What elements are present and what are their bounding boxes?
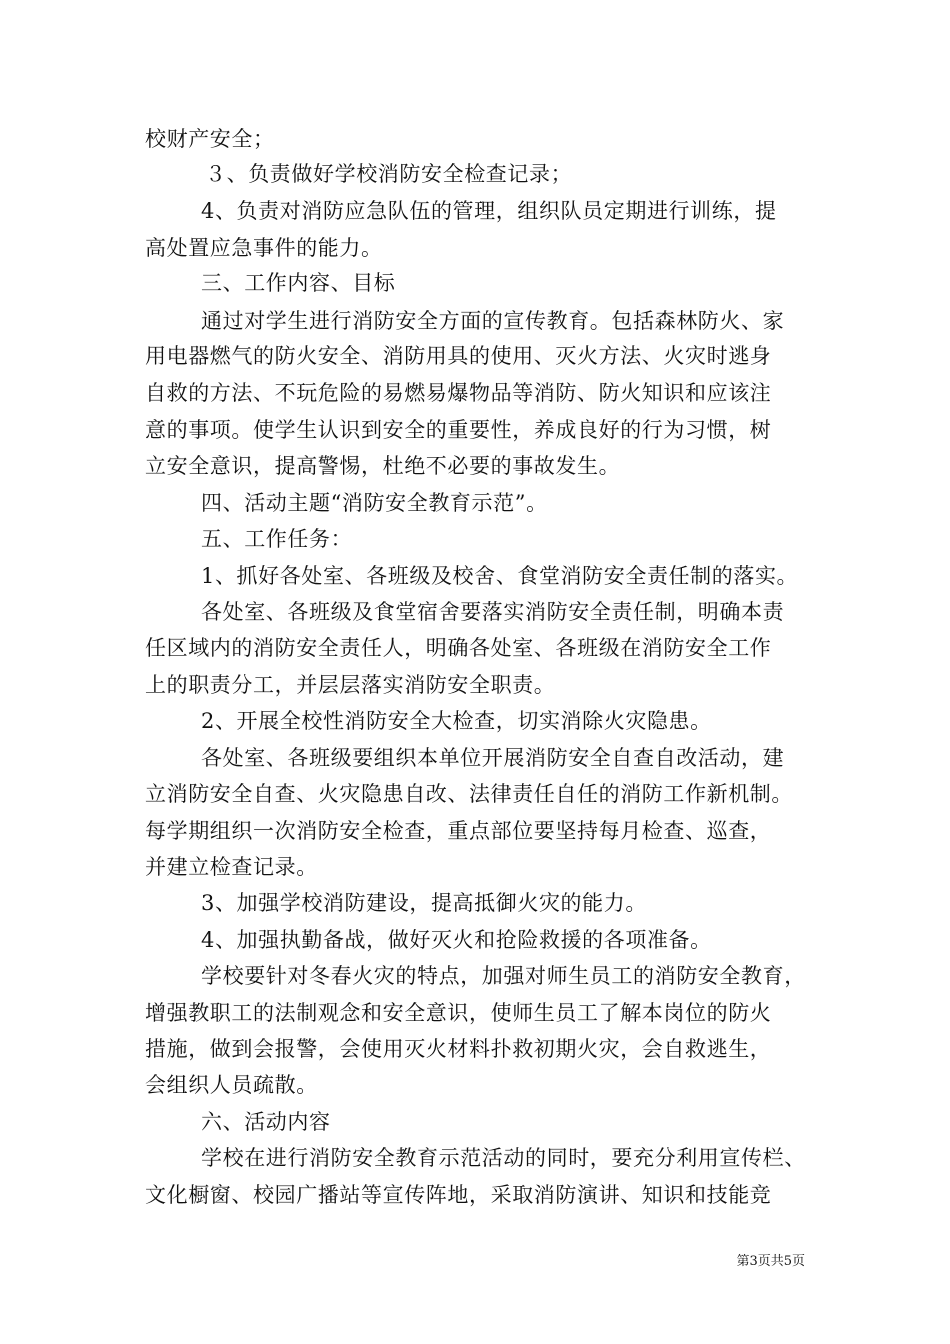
text-line: 各处室、各班级要组织本单位开展消防安全自查自改活动，建 [201,746,785,770]
text-line: 学校在进行消防安全教育示范活动的同时，要充分利用宣传栏、 [201,1146,806,1170]
text-line: 意的事项。使学生认识到安全的重要性，养成良好的行为习惯，树 [145,418,772,442]
text-line: 1、抓好各处室、各班级及校舍、食堂消防安全责任制的落实。 [201,564,799,588]
text-line: 并建立检查记录。 [145,855,318,879]
text-line: 任区域内的消防安全责任人，明确各处室、各班级在消防安全工作 [145,636,772,660]
section-heading: 四、活动主题“消防安全教育示范”。 [201,491,548,515]
text-line: 会组织人员疏散。 [145,1073,318,1097]
text-line: 3、加强学校消防建设，提高抵御火灾的能力。 [201,891,647,915]
text-line: 高处置应急事件的能力。 [145,236,383,260]
text-line: 4、负责对消防应急队伍的管理，组织队员定期进行训练，提 [201,199,777,223]
text-line: 措施，做到会报警，会使用灭火材料扑救初期火灾，会自救逃生， [145,1037,772,1061]
text-line: 每学期组织一次消防安全检查，重点部位要坚持每月检查、巡查， [145,819,772,843]
text-line: 4、加强执勤备战，做好灭火和抢险救援的各项准备。 [201,928,712,952]
text-line: 立安全意识，提高警惕，杜绝不必要的事故发生。 [145,454,621,478]
text-line: ３、负责做好学校消防安全检查记录； [205,162,573,186]
page-number: 第3页共5页 [736,1254,805,1269]
text-line: 增强教职工的法制观念和安全意识，使师生员工了解本岗位的防火 [145,1001,772,1025]
section-heading: 六、活动内容 [201,1110,331,1134]
text-line: 2、开展全校性消防安全大检查，切实消除火灾隐患。 [201,709,712,733]
text-line: 通过对学生进行消防安全方面的宣传教育。包括森林防火、家 [201,309,785,333]
text-line: 用电器燃气的防火安全、消防用具的使用、灭火方法、火灾时逃身 [145,344,772,368]
text-line: 各处室、各班级及食堂宿舍要落实消防安全责任制，明确本责 [201,600,785,624]
text-line: 学校要针对冬春火灾的特点，加强对师生员工的消防安全教育， [201,964,806,988]
text-line: 上的职责分工，并层层落实消防安全职责。 [145,673,556,697]
text-line: 自救的方法、不玩危险的易燃易爆物品等消防、防火知识和应该注 [145,381,772,405]
section-heading: 五、工作任务： [201,527,353,551]
text-line: 文化橱窗、校园广播站等宣传阵地，采取消防演讲、知识和技能竞 [145,1183,772,1207]
section-heading: 三、工作内容、目标 [201,271,396,295]
text-line: 校财产安全； [145,127,275,151]
text-line: 立消防安全自查、火灾隐患自改、法律责任自任的消防工作新机制。 [145,782,793,806]
